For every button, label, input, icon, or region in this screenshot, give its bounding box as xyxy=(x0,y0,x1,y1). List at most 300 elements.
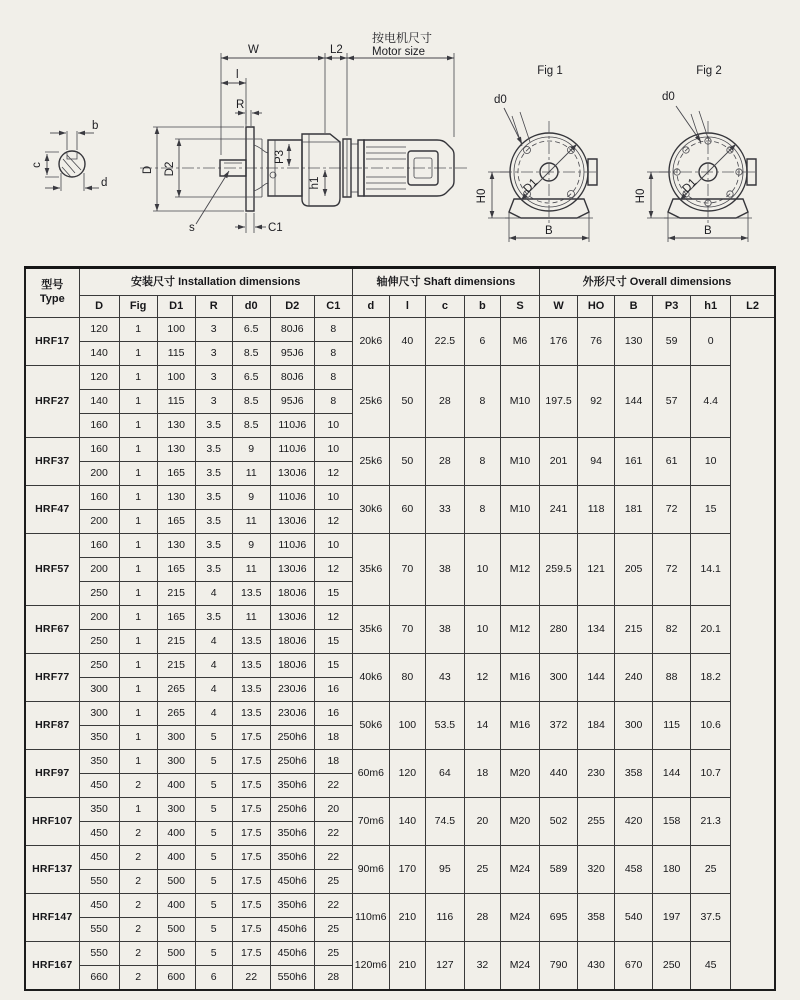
install-cell: 215 xyxy=(157,654,195,678)
overall-cell: 61 xyxy=(653,438,691,486)
install-cell: 200 xyxy=(79,558,119,582)
motor-size-label-cn: 按电机尺寸 xyxy=(372,31,433,45)
overall-cell: 59 xyxy=(653,318,691,366)
dimension-table xyxy=(24,266,776,991)
shaft-cell: 95 xyxy=(425,846,464,894)
overall-cell: 134 xyxy=(578,606,615,654)
install-cell: 5 xyxy=(195,726,232,750)
install-cell: 10 xyxy=(314,414,352,438)
install-cell: 11 xyxy=(232,510,270,534)
overall-cell: 118 xyxy=(578,486,615,534)
install-cell: 165 xyxy=(157,510,195,534)
install-cell: 1 xyxy=(119,486,157,510)
dim-label-s: s xyxy=(189,222,195,234)
overall-cell: 440 xyxy=(540,750,578,798)
col-header: S xyxy=(500,296,539,318)
dim-label-d0-fig2: d0 xyxy=(662,91,675,103)
overall-cell: 300 xyxy=(615,702,653,750)
install-cell: 13.5 xyxy=(232,630,270,654)
install-cell: 300 xyxy=(79,702,119,726)
install-cell: 4 xyxy=(195,654,232,678)
install-cell: 5 xyxy=(195,822,232,846)
install-cell: 160 xyxy=(79,438,119,462)
shaft-cell: M10 xyxy=(500,366,539,438)
motor-size-label-en: Motor size xyxy=(372,46,426,58)
dim-label-b-fig1: B xyxy=(545,225,553,237)
overall-cell: 250 xyxy=(653,942,691,991)
shaft-cell: 110m6 xyxy=(352,894,389,942)
install-cell: 25 xyxy=(314,870,352,894)
col-header: d xyxy=(352,296,389,318)
overall-cell: 540 xyxy=(615,894,653,942)
install-cell: 2 xyxy=(119,870,157,894)
fig1-front-view xyxy=(476,65,598,242)
install-cell: 25 xyxy=(314,918,352,942)
model-type-cell: HRF167 xyxy=(25,942,79,991)
overall-cell: 180 xyxy=(653,846,691,894)
shaft-cell: M12 xyxy=(500,606,539,654)
install-cell: 22 xyxy=(314,846,352,870)
shaft-cell: 40 xyxy=(389,318,425,366)
install-cell: 115 xyxy=(157,390,195,414)
install-cell: 11 xyxy=(232,558,270,582)
model-type-cell: HRF87 xyxy=(25,702,79,750)
install-cell: 15 xyxy=(314,654,352,678)
install-cell: 80J6 xyxy=(270,366,314,390)
install-cell: 350h6 xyxy=(270,846,314,870)
shaft-cell: 50k6 xyxy=(352,702,389,750)
install-cell: 500 xyxy=(157,918,195,942)
install-cell: 130J6 xyxy=(270,606,314,630)
install-cell: 1 xyxy=(119,534,157,558)
overall-cell: 589 xyxy=(540,846,578,894)
shaft-cell: 8 xyxy=(464,438,500,486)
install-cell: 200 xyxy=(79,462,119,486)
shaft-cell: 40k6 xyxy=(352,654,389,702)
install-cell: 9 xyxy=(232,534,270,558)
shaft-cell: 22.5 xyxy=(425,318,464,366)
install-cell: 120 xyxy=(79,366,119,390)
install-cell: 300 xyxy=(157,726,195,750)
overall-cell: 181 xyxy=(615,486,653,534)
shaft-cell: M16 xyxy=(500,654,539,702)
install-cell: 3.5 xyxy=(195,606,232,630)
install-cell: 400 xyxy=(157,774,195,798)
install-cell: 200 xyxy=(79,510,119,534)
install-cell: 1 xyxy=(119,654,157,678)
install-cell: 25 xyxy=(314,942,352,966)
shaft-cell: 127 xyxy=(425,942,464,991)
install-cell: 1 xyxy=(119,750,157,774)
install-cell: 2 xyxy=(119,918,157,942)
shaft-cell: M16 xyxy=(500,702,539,750)
install-cell: 5 xyxy=(195,918,232,942)
shaft-cell: 35k6 xyxy=(352,606,389,654)
dim-label-b: b xyxy=(92,120,99,132)
install-cell: 17.5 xyxy=(232,798,270,822)
install-cell: 11 xyxy=(232,606,270,630)
install-cell: 9 xyxy=(232,438,270,462)
dim-label-D: D xyxy=(142,165,154,175)
install-cell: 15 xyxy=(314,630,352,654)
overall-cell: 420 xyxy=(615,798,653,846)
install-cell: 1 xyxy=(119,726,157,750)
install-cell: 500 xyxy=(157,942,195,966)
col-header: B xyxy=(615,296,653,318)
shaft-cell: 30k6 xyxy=(352,486,389,534)
shaft-cell: 20k6 xyxy=(352,318,389,366)
dim-label-l: l xyxy=(236,69,239,81)
install-cell: 1 xyxy=(119,798,157,822)
install-cell: 12 xyxy=(314,558,352,582)
model-type-cell: HRF97 xyxy=(25,750,79,798)
install-cell: 165 xyxy=(157,462,195,486)
overall-cell: 300 xyxy=(540,654,578,702)
overall-cell: 197.5 xyxy=(540,366,578,438)
model-type-cell: HRF137 xyxy=(25,846,79,894)
install-cell: 160 xyxy=(79,486,119,510)
model-type-cell: HRF47 xyxy=(25,486,79,534)
table-row xyxy=(25,750,775,774)
shaft-cell: 80 xyxy=(389,654,425,702)
install-cell: 3.5 xyxy=(195,414,232,438)
shaft-cell: 8 xyxy=(464,486,500,534)
overall-cell: 176 xyxy=(540,318,578,366)
shaft-cell: M24 xyxy=(500,894,539,942)
overall-cell: 144 xyxy=(615,366,653,438)
group-header-overall: 外形尺寸 Overall dimensions xyxy=(540,268,775,296)
shaft-cell: 140 xyxy=(389,798,425,846)
install-cell: 17.5 xyxy=(232,750,270,774)
shaft-cell: 38 xyxy=(425,534,464,606)
dim-label-h1: h1 xyxy=(309,176,321,190)
dim-label-d0-fig1: d0 xyxy=(494,94,507,106)
install-cell: 265 xyxy=(157,678,195,702)
shaft-cell: 90m6 xyxy=(352,846,389,894)
overall-cell: 259.5 xyxy=(540,534,578,606)
install-cell: 2 xyxy=(119,774,157,798)
install-cell: 230J6 xyxy=(270,678,314,702)
install-cell: 6.5 xyxy=(232,366,270,390)
install-cell: 1 xyxy=(119,558,157,582)
overall-cell: 4.4 xyxy=(691,366,731,438)
install-cell: 13.5 xyxy=(232,654,270,678)
install-cell: 12 xyxy=(314,606,352,630)
install-cell: 17.5 xyxy=(232,870,270,894)
col-header-type xyxy=(25,268,79,318)
shaft-cell: 43 xyxy=(425,654,464,702)
overall-cell: 0 xyxy=(691,318,731,366)
install-cell: 4 xyxy=(195,582,232,606)
install-cell: 3.5 xyxy=(195,510,232,534)
install-cell: 1 xyxy=(119,630,157,654)
install-cell: 9 xyxy=(232,486,270,510)
shaft-cell: 64 xyxy=(425,750,464,798)
install-cell: 100 xyxy=(157,366,195,390)
install-cell: 17.5 xyxy=(232,774,270,798)
overall-cell: 25 xyxy=(691,846,731,894)
col-header: b xyxy=(464,296,500,318)
overall-cell: 230 xyxy=(578,750,615,798)
dim-label-h0-fig2: H0 xyxy=(635,188,647,204)
col-header: h1 xyxy=(691,296,731,318)
install-cell: 4 xyxy=(195,702,232,726)
table-row xyxy=(25,654,775,678)
install-cell: 28 xyxy=(314,966,352,991)
overall-cell: 430 xyxy=(578,942,615,991)
install-cell: 130 xyxy=(157,486,195,510)
shaft-cell: 28 xyxy=(425,438,464,486)
install-cell: 20 xyxy=(314,798,352,822)
install-cell: 16 xyxy=(314,678,352,702)
install-cell: 3 xyxy=(195,366,232,390)
install-cell: 17.5 xyxy=(232,894,270,918)
install-cell: 5 xyxy=(195,798,232,822)
shaft-cell: 70 xyxy=(389,534,425,606)
dim-label-p3: P3 xyxy=(274,149,286,165)
col-header: HO xyxy=(578,296,615,318)
shaft-cell: 6 xyxy=(464,318,500,366)
model-type-cell: HRF77 xyxy=(25,654,79,702)
overall-cell: 201 xyxy=(540,438,578,486)
shaft-cell: M10 xyxy=(500,486,539,534)
install-cell: 10 xyxy=(314,486,352,510)
install-cell: 130 xyxy=(157,414,195,438)
install-cell: 350h6 xyxy=(270,894,314,918)
shaft-cell: 10 xyxy=(464,606,500,654)
install-cell: 1 xyxy=(119,438,157,462)
shaft-cell: 25 xyxy=(464,846,500,894)
group-header-installation: 安装尺寸 Installation dimensions xyxy=(79,268,352,296)
shaft-cell: M24 xyxy=(500,942,539,991)
install-cell: 550h6 xyxy=(270,966,314,991)
shaft-cell: 210 xyxy=(389,894,425,942)
install-cell: 2 xyxy=(119,894,157,918)
install-cell: 350 xyxy=(79,750,119,774)
shaft-cell: 60 xyxy=(389,486,425,534)
overall-cell: 88 xyxy=(653,654,691,702)
install-cell: 11 xyxy=(232,462,270,486)
overall-cell: 37.5 xyxy=(691,894,731,942)
install-cell: 2 xyxy=(119,942,157,966)
overall-cell: 10.7 xyxy=(691,750,731,798)
install-cell: 15 xyxy=(314,582,352,606)
overall-cell: 144 xyxy=(578,654,615,702)
shaft-cell: 120m6 xyxy=(352,942,389,991)
col-header: P3 xyxy=(653,296,691,318)
shaft-cell: 14 xyxy=(464,702,500,750)
install-cell: 450 xyxy=(79,774,119,798)
install-cell: 12 xyxy=(314,462,352,486)
col-header: D xyxy=(79,296,119,318)
overall-cell: 76 xyxy=(578,318,615,366)
install-cell: 18 xyxy=(314,726,352,750)
technical-drawing xyxy=(0,0,800,266)
type-header-cn: 型号 xyxy=(41,279,64,292)
col-header: R xyxy=(195,296,232,318)
shaft-cell: M12 xyxy=(500,534,539,606)
install-cell: 550 xyxy=(79,870,119,894)
overall-cell: 320 xyxy=(578,846,615,894)
install-cell: 8 xyxy=(314,390,352,414)
overall-cell: 502 xyxy=(540,798,578,846)
col-header: Fig xyxy=(119,296,157,318)
shaft-cell: 18 xyxy=(464,750,500,798)
install-cell: 110J6 xyxy=(270,534,314,558)
install-cell: 450h6 xyxy=(270,942,314,966)
install-cell: 3 xyxy=(195,390,232,414)
overall-cell: 92 xyxy=(578,366,615,438)
install-cell: 550 xyxy=(79,942,119,966)
overall-cell: 790 xyxy=(540,942,578,991)
table-body xyxy=(25,318,775,991)
install-cell: 10 xyxy=(314,438,352,462)
shaft-cell: 100 xyxy=(389,702,425,750)
overall-cell: 458 xyxy=(615,846,653,894)
install-cell: 80J6 xyxy=(270,318,314,342)
overall-cell: 184 xyxy=(578,702,615,750)
install-cell: 13.5 xyxy=(232,582,270,606)
table-row xyxy=(25,702,775,726)
dim-label-b-fig2: B xyxy=(704,225,712,237)
overall-cell: 10 xyxy=(691,438,731,486)
dim-label-d: d xyxy=(101,177,108,189)
install-cell: 13.5 xyxy=(232,678,270,702)
col-header: l xyxy=(389,296,425,318)
install-cell: 450 xyxy=(79,846,119,870)
col-header: D1 xyxy=(157,296,195,318)
install-cell: 110J6 xyxy=(270,486,314,510)
overall-cell: 215 xyxy=(615,606,653,654)
type-header-en: Type xyxy=(39,293,65,305)
shaft-cell: 116 xyxy=(425,894,464,942)
install-cell: 22 xyxy=(314,774,352,798)
install-cell: 1 xyxy=(119,702,157,726)
install-cell: 120 xyxy=(79,318,119,342)
shaft-cell: 70 xyxy=(389,606,425,654)
install-cell: 180J6 xyxy=(270,654,314,678)
shaft-cell: M20 xyxy=(500,750,539,798)
install-cell: 3 xyxy=(195,318,232,342)
install-cell: 95J6 xyxy=(270,390,314,414)
dim-label-d2: D2 xyxy=(164,161,176,177)
install-cell: 130J6 xyxy=(270,510,314,534)
col-header: c xyxy=(425,296,464,318)
shaft-cell: 10 xyxy=(464,534,500,606)
shaft-cell: 70m6 xyxy=(352,798,389,846)
install-cell: 2 xyxy=(119,966,157,991)
install-cell: 5 xyxy=(195,894,232,918)
overall-cell: 72 xyxy=(653,486,691,534)
gear-unit-side-view xyxy=(140,30,470,234)
install-cell: 3.5 xyxy=(195,534,232,558)
install-cell: 100 xyxy=(157,318,195,342)
install-cell: 660 xyxy=(79,966,119,991)
shaft-cell: M6 xyxy=(500,318,539,366)
install-cell: 165 xyxy=(157,606,195,630)
install-cell: 22 xyxy=(232,966,270,991)
overall-cell: 115 xyxy=(653,702,691,750)
group-header-shaft: 轴伸尺寸 Shaft dimensions xyxy=(352,268,539,296)
overall-cell: 21.3 xyxy=(691,798,731,846)
overall-cell: 121 xyxy=(578,534,615,606)
install-cell: 3.5 xyxy=(195,558,232,582)
install-cell: 350 xyxy=(79,726,119,750)
shaft-cell: 120 xyxy=(389,750,425,798)
table-row xyxy=(25,438,775,462)
install-cell: 300 xyxy=(157,798,195,822)
install-cell: 215 xyxy=(157,630,195,654)
model-type-cell: HRF107 xyxy=(25,798,79,846)
shaft-cell: 170 xyxy=(389,846,425,894)
install-cell: 450 xyxy=(79,894,119,918)
col-header: D2 xyxy=(270,296,314,318)
overall-cell: 72 xyxy=(653,534,691,606)
overall-cell: 57 xyxy=(653,366,691,438)
shaft-cell: 60m6 xyxy=(352,750,389,798)
install-cell: 130 xyxy=(157,438,195,462)
install-cell: 3 xyxy=(195,342,232,366)
model-type-cell: HRF57 xyxy=(25,534,79,606)
install-cell: 5 xyxy=(195,774,232,798)
install-cell: 130J6 xyxy=(270,558,314,582)
install-cell: 5 xyxy=(195,750,232,774)
col-header: L2 xyxy=(731,296,775,318)
install-cell: 250h6 xyxy=(270,726,314,750)
shaft-cell: 25k6 xyxy=(352,438,389,486)
shaft-cell: 210 xyxy=(389,942,425,991)
dim-label-c1: C1 xyxy=(268,222,283,234)
install-cell: 250h6 xyxy=(270,798,314,822)
install-cell: 3.5 xyxy=(195,438,232,462)
install-cell: 1 xyxy=(119,342,157,366)
shaft-cell: 50 xyxy=(389,438,425,486)
install-cell: 95J6 xyxy=(270,342,314,366)
shaft-cell: 53.5 xyxy=(425,702,464,750)
install-cell: 4 xyxy=(195,630,232,654)
overall-cell: 197 xyxy=(653,894,691,942)
model-type-cell: HRF17 xyxy=(25,318,79,366)
overall-cell: 372 xyxy=(540,702,578,750)
install-cell: 110J6 xyxy=(270,438,314,462)
install-cell: 2 xyxy=(119,822,157,846)
shaft-cell: M20 xyxy=(500,798,539,846)
install-cell: 8.5 xyxy=(232,414,270,438)
install-cell: 110J6 xyxy=(270,414,314,438)
overall-cell: 240 xyxy=(615,654,653,702)
overall-cell: 241 xyxy=(540,486,578,534)
model-type-cell: HRF67 xyxy=(25,606,79,654)
install-cell: 1 xyxy=(119,366,157,390)
overall-cell: 14.1 xyxy=(691,534,731,606)
overall-cell: 161 xyxy=(615,438,653,486)
install-cell: 8.5 xyxy=(232,390,270,414)
install-cell: 400 xyxy=(157,894,195,918)
install-cell: 400 xyxy=(157,822,195,846)
overall-cell: 358 xyxy=(615,750,653,798)
install-cell: 140 xyxy=(79,390,119,414)
shaft-cell: 50 xyxy=(389,366,425,438)
l2-cell xyxy=(731,318,775,991)
overall-cell: 130 xyxy=(615,318,653,366)
table-row xyxy=(25,318,775,342)
dim-label-d1-fig2: D1 xyxy=(680,176,700,196)
install-cell: 17.5 xyxy=(232,822,270,846)
shaft-cell: 28 xyxy=(425,366,464,438)
shaft-cell: 28 xyxy=(464,894,500,942)
install-cell: 450h6 xyxy=(270,870,314,894)
overall-cell: 94 xyxy=(578,438,615,486)
